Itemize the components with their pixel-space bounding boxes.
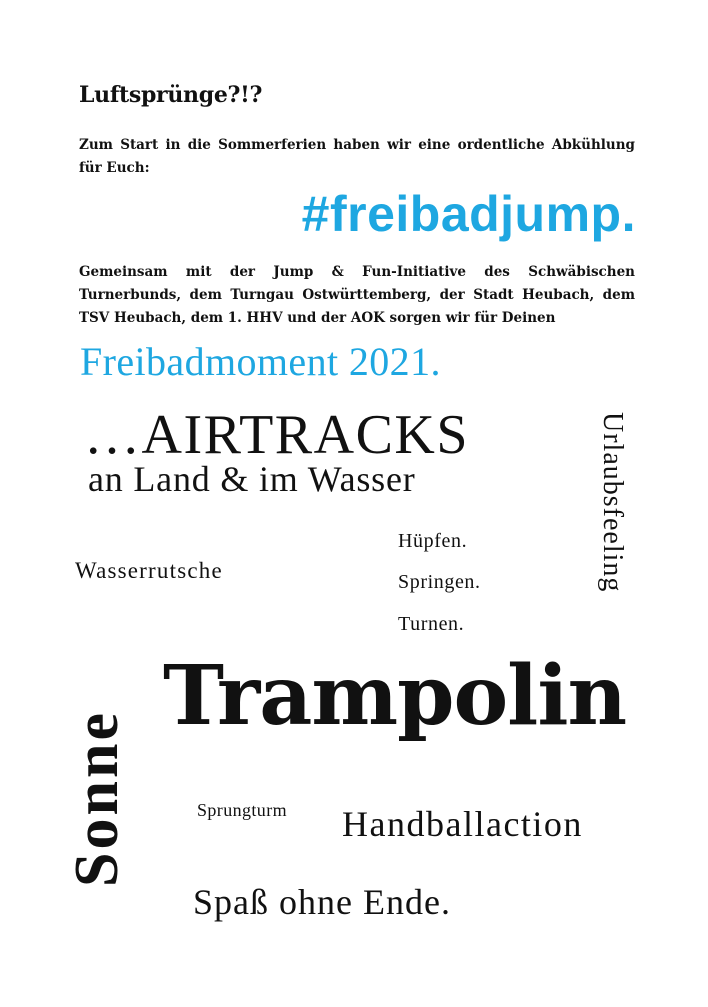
- word-wasserrutsche: Wasserrutsche: [75, 558, 223, 583]
- freibadmoment-title: Freibadmoment 2021.: [80, 339, 441, 384]
- hashtag-freibadjump: #freibadjump.: [301, 186, 636, 242]
- word-spass-ohne-ende: Spaß ohne Ende.: [193, 882, 451, 922]
- word-huepfen: Hüpfen.: [398, 530, 468, 552]
- word-sonne: Sonne: [63, 710, 131, 887]
- word-springen: Springen.: [398, 571, 481, 593]
- word-airtracks: …AIRTRACKS: [84, 404, 470, 466]
- page-heading: Luftsprünge?!?: [79, 82, 263, 108]
- word-urlaubsfeeling: Urlaubsfeeling: [597, 412, 628, 593]
- word-turnen: Turnen.: [398, 613, 465, 635]
- word-land-wasser: an Land & im Wasser: [88, 459, 416, 499]
- word-handballaction: Handballaction: [342, 804, 583, 844]
- word-sprungturm: Sprungturm: [197, 800, 288, 820]
- word-trampolin: Trampolin: [163, 648, 627, 744]
- intro-paragraph: Zum Start in die Sommerferien haben wir eine ordentliche Abkühlung für Euch:: [79, 137, 635, 176]
- partners-paragraph: Gemeinsam mit der Jump & Fun-Initiative des Schwäbischen Turnerbunds, dem Turngau Ostwürttemberg, der Stadt Heubach, dem TSV Heubach, dem 1. HHV und der AOK sorgen wir für Deinen: [79, 264, 635, 326]
